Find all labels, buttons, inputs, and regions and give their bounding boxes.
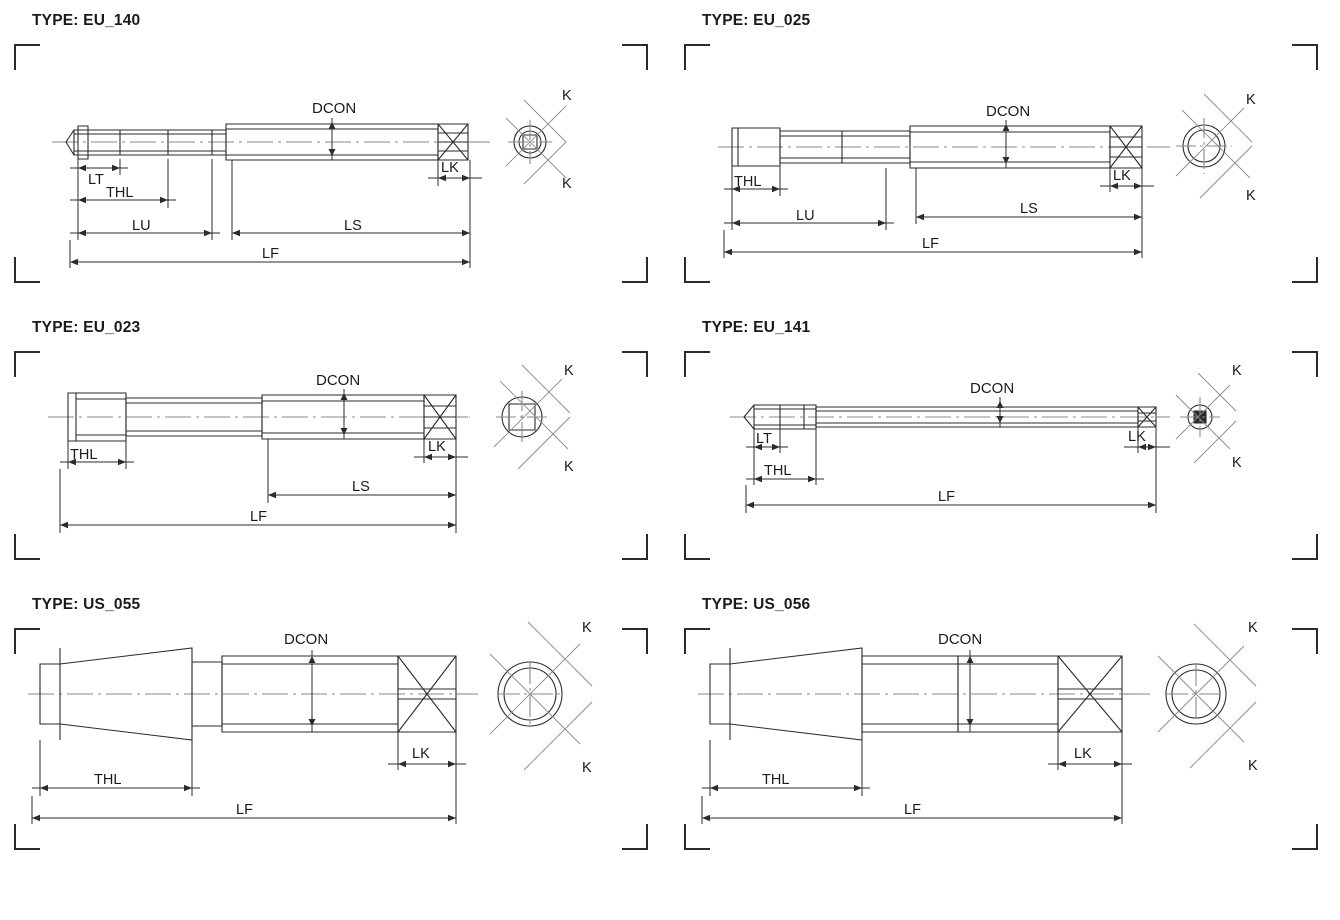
label-lf-us055: LF <box>236 802 253 818</box>
panel-title-eu023: TYPE: EU_023 <box>26 319 146 337</box>
drawing-us056 <box>670 584 1340 874</box>
panel-title-eu140: TYPE: EU_140 <box>26 12 146 30</box>
label-lf-us056: LF <box>904 802 921 818</box>
label-k-bottom-us056: K <box>1248 758 1258 774</box>
label-dcon-eu023: DCON <box>316 372 361 389</box>
label-k-top-eu141: K <box>1232 363 1242 379</box>
label-lf-eu140: LF <box>262 246 279 262</box>
label-lk-eu140: LK <box>441 160 459 176</box>
panel-eu023 <box>0 307 670 584</box>
label-lf-eu141: LF <box>938 489 955 505</box>
label-thl-eu141: THL <box>764 463 792 479</box>
label-thl-us056: THL <box>762 772 790 788</box>
label-k-bottom-eu140: K <box>562 176 572 192</box>
label-k-top-eu140: K <box>562 88 572 104</box>
endview-eu141 <box>1176 373 1236 463</box>
label-ls-eu140: LS <box>344 218 362 234</box>
label-lf-eu023: LF <box>250 509 267 525</box>
label-thl-eu025: THL <box>734 174 762 190</box>
endview-eu025 <box>1176 94 1252 198</box>
panel-us056 <box>670 584 1340 874</box>
endview-eu140 <box>506 100 566 184</box>
drawing-eu141 <box>670 307 1340 584</box>
label-lt-eu141: LT <box>756 431 772 447</box>
label-k-top-us056: K <box>1248 620 1258 636</box>
panel-eu140 <box>0 0 670 307</box>
label-dcon-eu025: DCON <box>986 103 1031 120</box>
label-lu-eu140: LU <box>132 218 151 234</box>
label-lu-eu025: LU <box>796 208 815 224</box>
label-lk-eu023: LK <box>428 439 446 455</box>
endview-us055 <box>490 622 592 770</box>
drawing-eu025 <box>670 0 1340 307</box>
label-k-bottom-us055: K <box>582 760 592 776</box>
label-k-top-eu025: K <box>1246 92 1256 108</box>
label-k-top-eu023: K <box>564 363 574 379</box>
label-ls-eu025: LS <box>1020 201 1038 217</box>
label-lk-us056: LK <box>1074 746 1092 762</box>
panel-title-eu025: TYPE: EU_025 <box>696 12 816 30</box>
panel-title-us055: TYPE: US_055 <box>26 596 146 614</box>
label-lk-eu025: LK <box>1113 168 1131 184</box>
drawing-us055 <box>0 584 670 874</box>
label-k-top-us055: K <box>582 620 592 636</box>
drawing-eu140 <box>0 0 670 307</box>
label-ls-eu023: LS <box>352 479 370 495</box>
endview-eu023 <box>494 365 570 469</box>
label-thl-us055: THL <box>94 772 122 788</box>
label-dcon-eu140: DCON <box>312 100 357 117</box>
panel-title-us056: TYPE: US_056 <box>696 596 816 614</box>
label-thl-eu140: THL <box>106 185 134 201</box>
panel-title-eu141: TYPE: EU_141 <box>696 319 816 337</box>
drawing-eu023 <box>0 307 670 584</box>
label-dcon-eu141: DCON <box>970 380 1015 397</box>
label-lk-eu141: LK <box>1128 429 1146 445</box>
label-dcon-us056: DCON <box>938 631 983 648</box>
label-thl-eu023: THL <box>70 447 98 463</box>
endview-us056 <box>1158 624 1256 768</box>
panel-eu141 <box>670 307 1340 584</box>
label-k-bottom-eu025: K <box>1246 188 1256 204</box>
label-k-bottom-eu023: K <box>564 459 574 475</box>
label-lk-us055: LK <box>412 746 430 762</box>
panel-us055 <box>0 584 670 874</box>
label-dcon-us055: DCON <box>284 631 329 648</box>
panel-eu025 <box>670 0 1340 307</box>
label-k-bottom-eu141: K <box>1232 455 1242 471</box>
label-lf-eu025: LF <box>922 236 939 252</box>
label-lt-eu140: LT <box>88 172 104 188</box>
